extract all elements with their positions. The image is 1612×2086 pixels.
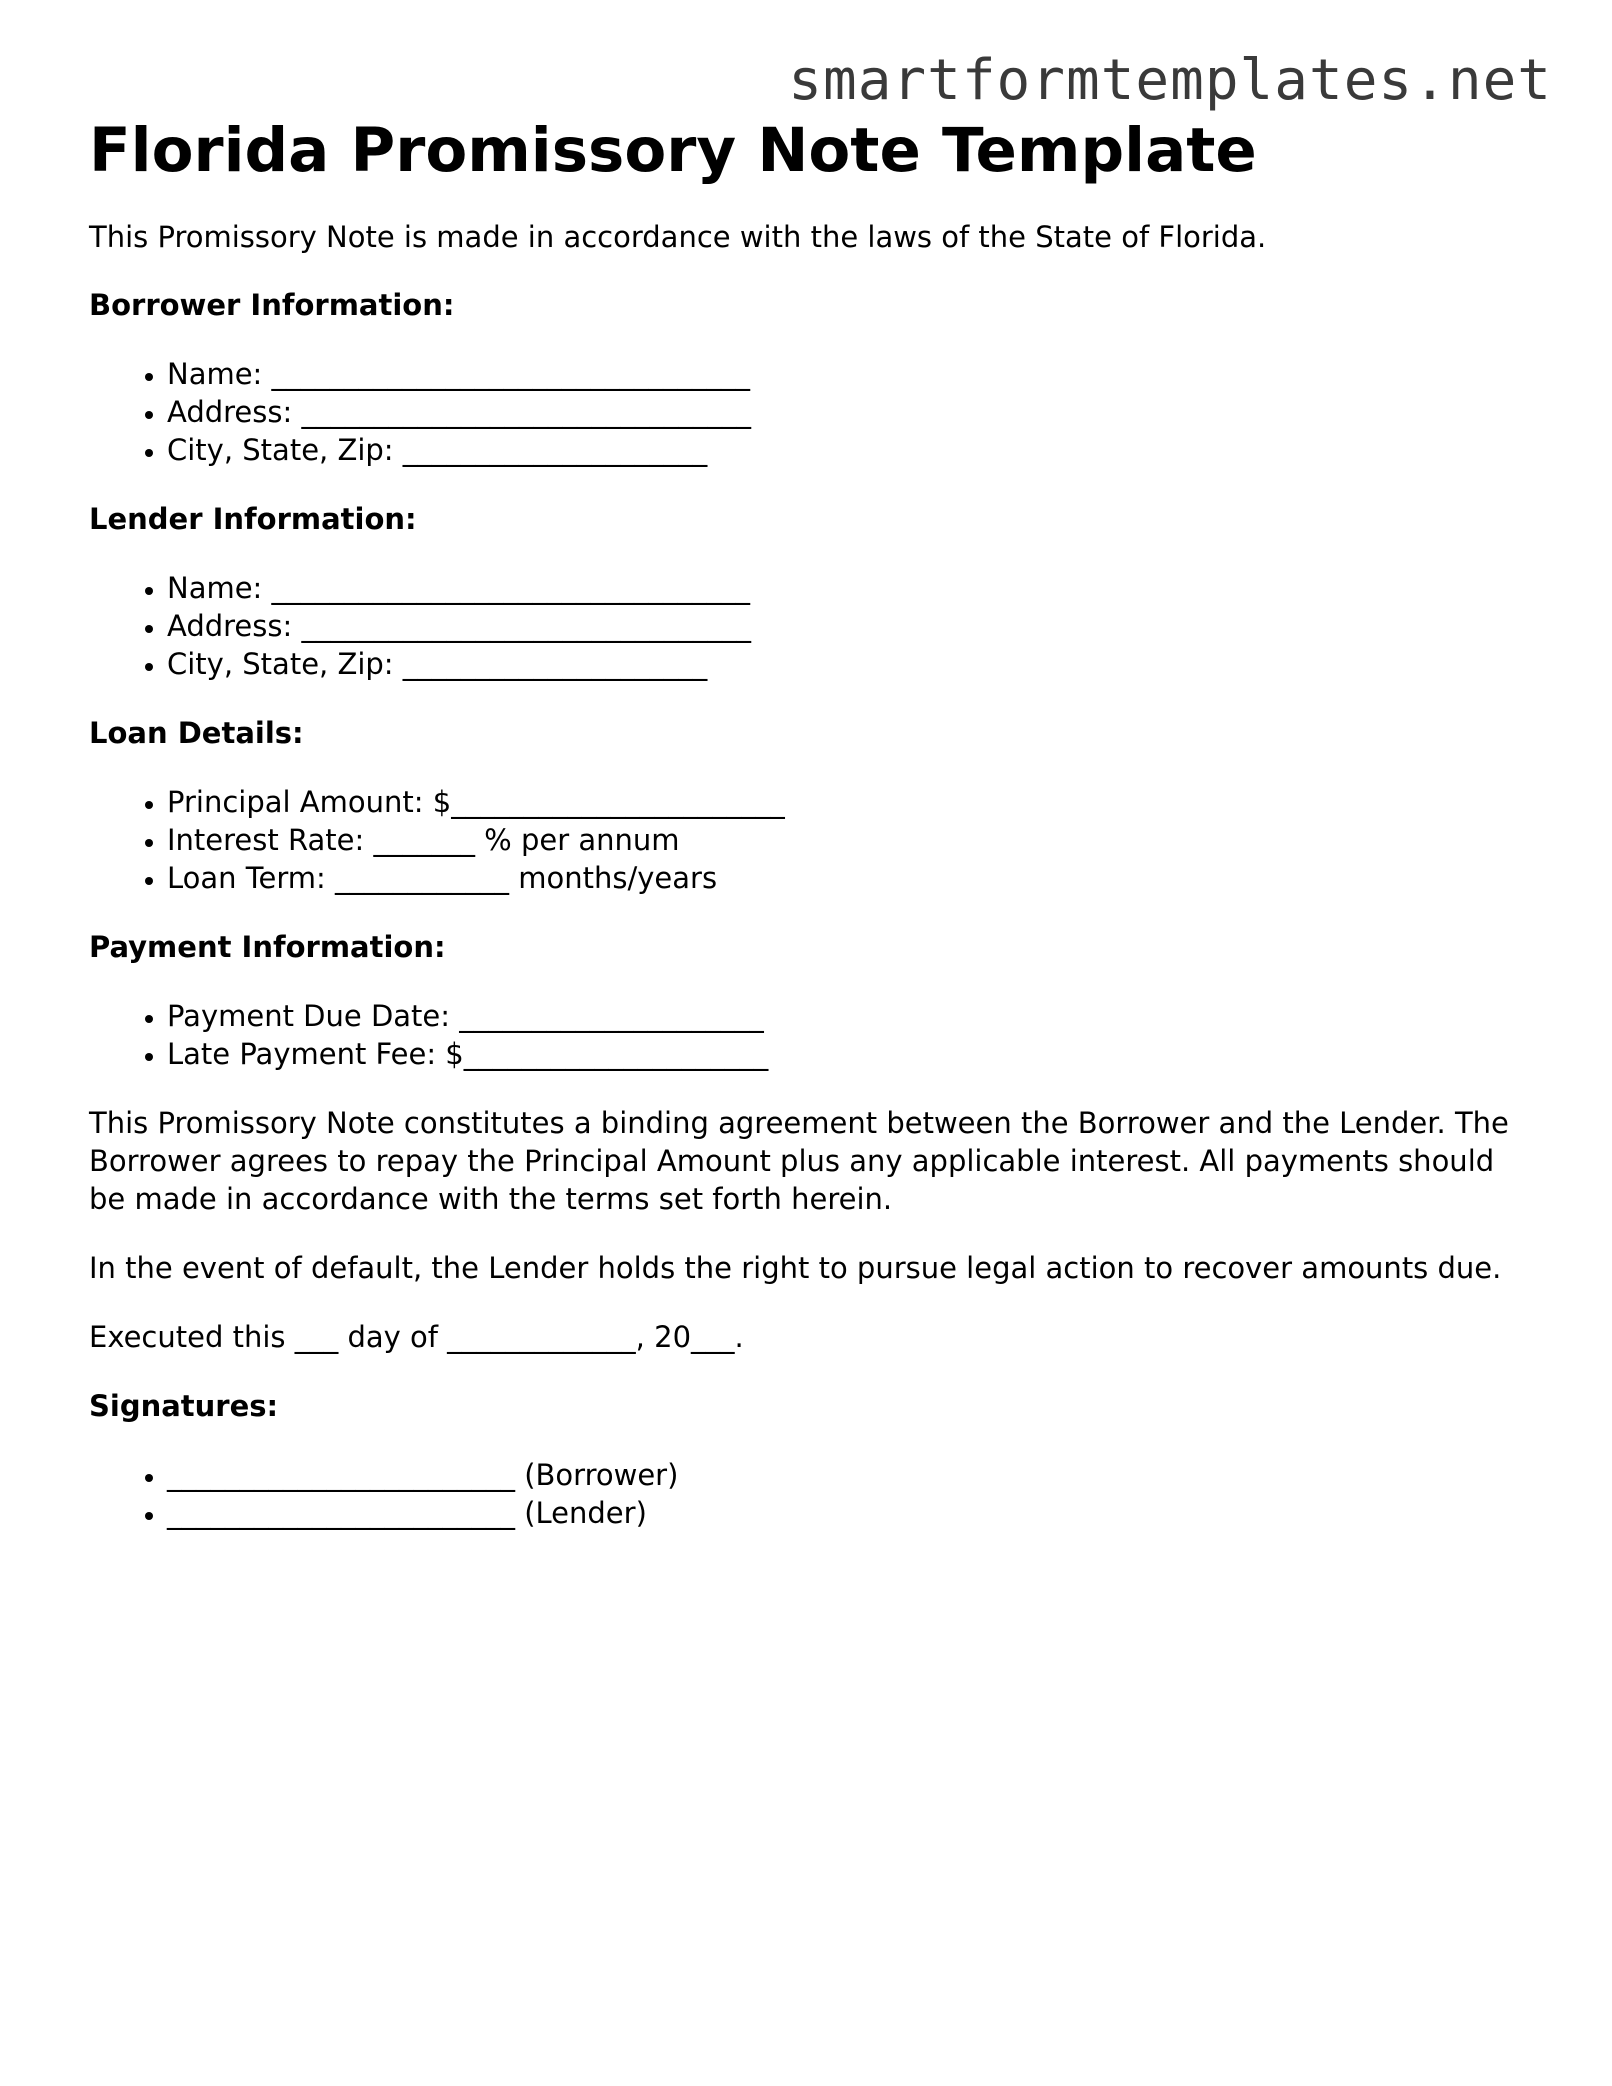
lender-list <box>89 569 1529 683</box>
lender-city-state-zip-field: • City, State, Zip: _____________________ <box>167 645 1529 683</box>
loan-details-heading: Loan Details: <box>89 716 304 750</box>
executed-line: Executed this ___ day of _____________, 20___. <box>89 1320 744 1354</box>
payment-list <box>89 997 1529 1073</box>
lender-address-field: • Address: _______________________________ <box>167 607 1529 645</box>
principal-amount-field: • Principal Amount: $_______________________ <box>167 783 1529 821</box>
borrower-signature-line: • ________________________ (Borrower) <box>167 1456 1529 1494</box>
document-title: Florida Promissory Note Template <box>89 115 1257 186</box>
borrower-name-field: • Name: _________________________________ <box>167 355 1529 393</box>
signatures-list <box>89 1456 1529 1532</box>
borrower-city-state-zip-field: • City, State, Zip: _____________________ <box>167 431 1529 469</box>
borrower-list <box>89 355 1529 469</box>
borrower-heading: Borrower Information: <box>89 288 455 322</box>
late-payment-fee-field: • Late Payment Fee: $_____________________ <box>167 1035 1529 1073</box>
lender-signature-line: • ________________________ (Lender) <box>167 1494 1529 1532</box>
agreement-paragraph: This Promissory Note constitutes a binding agreement between the Borrower and the Lender. The Borrower agrees to repay the Principal Amount plus any applicable interest. All payments should be made in accordance with the terms set forth herein. <box>89 1106 1509 1216</box>
payment-due-date-field: • Payment Due Date: _____________________ <box>167 997 1529 1035</box>
lender-name-field: • Name: _________________________________ <box>167 569 1529 607</box>
payment-heading: Payment Information: <box>89 930 446 964</box>
borrower-address-field: • Address: _______________________________ <box>167 393 1529 431</box>
loan-term-field: • Loan Term: ____________ months/years <box>167 859 1529 897</box>
site-watermark: smartformtemplates.net <box>788 48 1552 113</box>
default-paragraph: In the event of default, the Lender holds the right to pursue legal action to recover amounts due. <box>89 1251 1502 1285</box>
intro-paragraph: This Promissory Note is made in accordance with the laws of the State of Florida. <box>89 220 1267 254</box>
document-page <box>89 108 1529 1563</box>
loan-details-list <box>89 783 1529 897</box>
signatures-heading: Signatures: <box>89 1389 279 1423</box>
lender-heading: Lender Information: <box>89 502 417 536</box>
interest-rate-field: • Interest Rate: _______ % per annum <box>167 821 1529 859</box>
